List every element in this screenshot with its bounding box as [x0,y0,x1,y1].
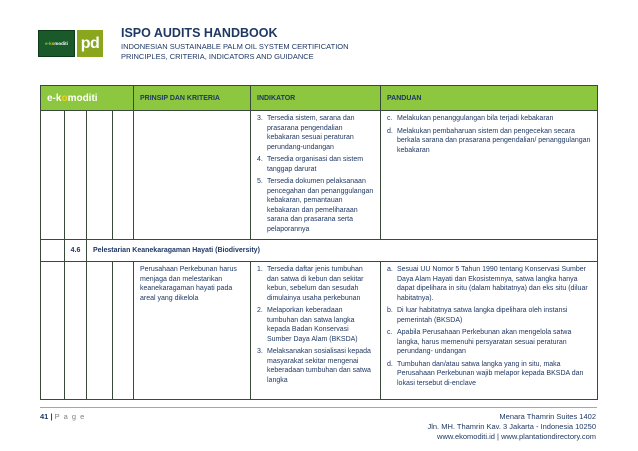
document-subtitle-2: PRINCIPLES, CRITERIA, INDICATORS AND GUIDANCE [121,52,314,61]
indikator-cell [251,262,381,400]
list-item: 3. Melaksanakan sosialisasi kepada masyarakat sekitar mengenai keberadaan tumbuhan dan satwa langka [257,348,371,384]
list-item: 1. Tersedia daftar jenis tumbuhan dan satwa di kebun dan sekitar kebun, sebelum dan sesudah dimulainya usaha perkebunan [257,266,364,302]
footer-address [427,412,596,442]
document-subtitle-1: INDONESIAN SUSTAINABLE PALM OIL SYSTEM CERTIFICATION [121,42,349,51]
website-links: www.ekomoditi.id | www.plantationdirectory.com [437,432,596,441]
table-brand-cell [41,86,134,111]
document-title: ISPO AUDITS HANDBOOK [121,26,278,40]
address-line-1: Menara Thamrin Suites 1402 [499,412,596,421]
section-row [41,240,598,262]
list-item: c. Melakukan penanggulangan bila terjadi kebakaran [387,115,554,122]
page-number: 41 | P a g e [40,412,86,421]
column-header-prinsip: PRINSIP DAN KRITERIA [134,86,251,111]
list-item: 3. Tersedia sistem, sarana dan prasarana pengendalian kebakaran sesuai peraturan perundang-undangan [257,115,355,151]
list-item: c. Apabila Perusahaan Perkebunan akan mengelola satwa langka, harus memenuhi persyaratan sesuai peraturan perundang- undangan [387,329,572,355]
table-header-row [41,86,598,111]
indikator-cell [251,111,381,240]
table-row [41,111,598,240]
list-item: b. Di luar habitatnya satwa langka dipelihara oleh instansi pemerintah (BKSDA) [387,307,568,324]
indikator-list [257,114,374,234]
section-title: Pelestarian Keanekaragaman Hayati (Biodiversity) [87,240,598,262]
list-item: 2. Melaporkan keberadaan tumbuhan dan satwa langka kepada Badan Konservasi Sumber Daya Alam (BKSDA) [257,307,358,343]
footer-divider [40,407,597,408]
ekomoditi-brand: e-komoditi [47,92,98,104]
column-header-indikator: INDIKATOR [251,86,381,111]
pd-logo: pd [77,30,103,57]
panduan-cell [381,262,598,400]
list-item: a. Sesuai UU Nomor 5 Tahun 1990 tentang Konservasi Sumber Daya Alam Hayati dan Ekosistemnya, satwa langka hanya dapat dipelihara in situ (dalam habitatnya) dan eks situ (diluar habitatnya). [387,266,588,302]
ekomoditi-logo: e-komoditi [38,30,75,57]
list-item: d. Melakukan pembaharuan sistem dan pengecekan secara berkala sarana dan prasarana pengendalian/ penanggulangan kebakaran [387,127,591,154]
column-header-panduan: PANDUAN [381,86,598,111]
list-item: d. Tumbuhan dan/atau satwa langka yang in situ, maka Perusahaan Perkebunan wajib melapor kepada BKSDA dan lokasi tersebut di-enclave [387,360,584,387]
kriteria-cell: Perusahaan Perkebunan harus menjaga dan melestarikan keanekaragaman hayati pada areal yang dikelola [134,262,251,400]
panduan-list [387,265,591,388]
section-number: 4.6 [65,240,87,262]
address-line-2: Jln. MH. Thamrin Kav. 3 Jakarta - Indonesia 10250 [427,422,596,431]
criteria-table [40,85,598,400]
list-item: 4. Tersedia organisasi dan sistem tanggap darurat [257,156,364,173]
table-row [41,262,598,400]
panduan-list [387,114,591,155]
panduan-cell [381,111,598,240]
indikator-list [257,265,374,385]
list-item: 5. Tersedia dokumen pelaksanaan pencegahan dan penanggulangan kebakaran, pemantauan kebakaran dan pemeliharaan sarana dan prasarana serta pelaporannya [257,178,374,233]
